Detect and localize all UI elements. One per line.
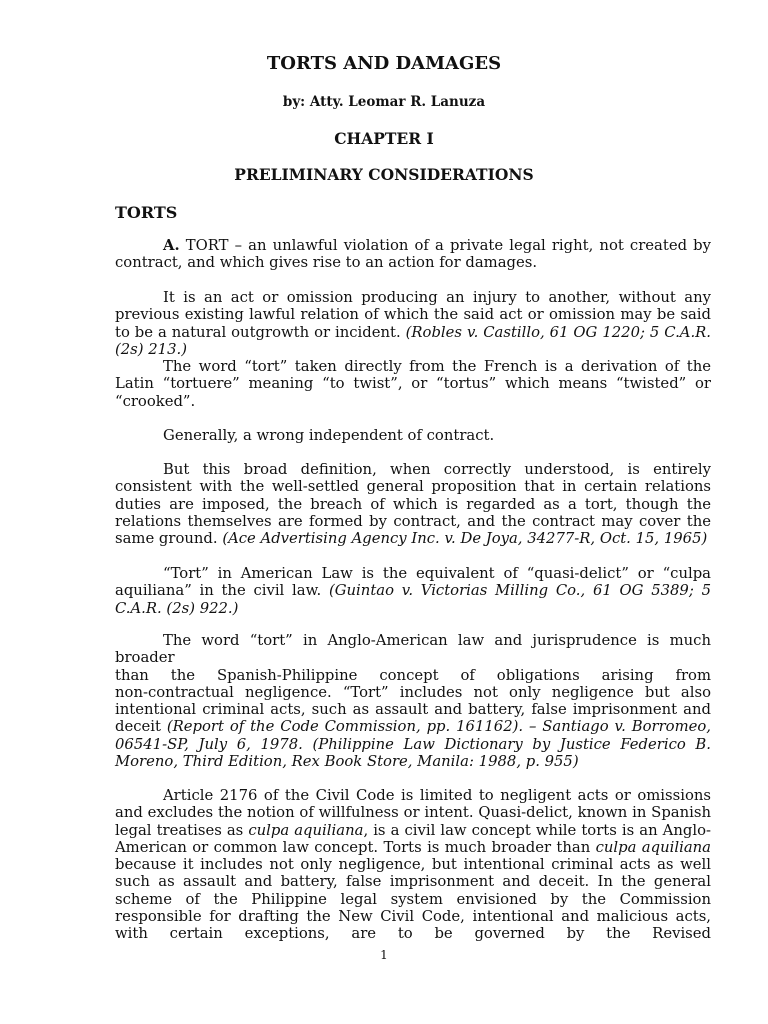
paragraph-text: Generally, a wrong independent of contract. <box>163 427 495 444</box>
section-heading: TORTS <box>115 203 178 222</box>
author-byline: by: Atty. Leomar R. Lanuza <box>282 94 486 110</box>
paragraph-line: than the Spanish-Philippine concept of obligations arising from <box>115 666 711 684</box>
emphasis-term: culpa aquiliana <box>595 838 712 856</box>
citation: (Report of the Code Commission, pp. 161162). – Santiago v. Borromeo, 06541-SP, July 6, 1978. (Philippine Law Dictionary by Justice Federico B. Moreno, Third Edition, Rex Book Store, Manila: 1988, p. 955) <box>115 718 711 771</box>
paragraph-text: It is an act or omission producing an injury to another, without any previous existing lawful relation of which the said act or omission may be said to be a natural outgrowth or incident. <box>115 289 711 341</box>
document-title: TORTS AND DAMAGES <box>266 53 502 74</box>
paragraph-text: non-contractual negligence. “Tort” includes not only negligence but also intentional criminal acts, such as assault and battery, false imprisonment and deceit <box>115 683 711 736</box>
paragraph-word-origin: The word “tort” taken directly from the French is a derivation of the Latin “tortuere” meaning “to twist”, or “tortus” which means “twisted” or “crooked”. <box>115 358 711 410</box>
paragraph-generally <box>115 427 711 444</box>
paragraph-text: But this broad definition, when correctly understood, is entirely consistent with the well-settled general proposition that in certain relations duties are imposed, the breach of which is regarded as a tort, though the relations themselves are formed by contract, and the contract may cover the same ground. <box>115 461 711 548</box>
chapter-heading: CHAPTER I <box>334 129 434 148</box>
paragraph-text: “Tort” in American Law is the equivalent of “quasi-delict” or “culpa aquiliana” in the civil law. <box>115 565 711 600</box>
paragraph-broad-definition <box>115 461 711 547</box>
paragraph-american-law <box>115 565 711 617</box>
page-number: 1 <box>380 948 388 962</box>
citation: (Ace Advertising Agency Inc. v. De Joya, 34277-R, Oct. 15, 1965) <box>222 530 708 548</box>
paragraph-text: Article 2176 of the Civil Code is limited to negligent acts or omissions and excludes the notion of willfulness or intent. Quasi-delict, known in Spanish legal treatises as <box>115 787 711 839</box>
paragraph-line: broader <box>115 649 175 667</box>
paragraph-anglo-american <box>115 632 711 770</box>
paragraph-text: TORT – an unlawful violation of a private legal right, not created by contract, and which gives rise to an action for damages. <box>115 237 711 272</box>
paragraph-article-2176 <box>115 787 711 943</box>
emphasis-term: culpa aquiliana <box>248 821 364 839</box>
citation: (Guintao v. Victorias Milling Co., 61 OG 5389; 5 C.A.R. (2s) 922.) <box>115 582 711 617</box>
paragraph-label: A. <box>163 237 180 254</box>
paragraph-line: The word “tort” in Anglo-American law and jurisprudence is much <box>163 632 711 649</box>
paragraph-act-or-omission <box>115 289 711 410</box>
paragraph-tort-definition <box>115 237 711 272</box>
citation: (Robles v. Castillo, 61 OG 1220; 5 C.A.R.(2s) 213.) <box>115 323 712 358</box>
paragraph-text: because it includes not only negligence, but intentional criminal acts as well such as assault and battery, false imprisonment and deceit. In the general scheme of the Philippine legal system envisioned by the Commission responsible for drafting the New Civil Code, intentional and malicious acts, with certain exceptions, are to be governed by the Revised <box>115 856 711 943</box>
paragraph-text: , is a civil law concept while torts is an Anglo-American or common law concept. Torts is much broader than <box>115 821 712 856</box>
chapter-title: PRELIMINARY CONSIDERATIONS <box>234 165 534 184</box>
